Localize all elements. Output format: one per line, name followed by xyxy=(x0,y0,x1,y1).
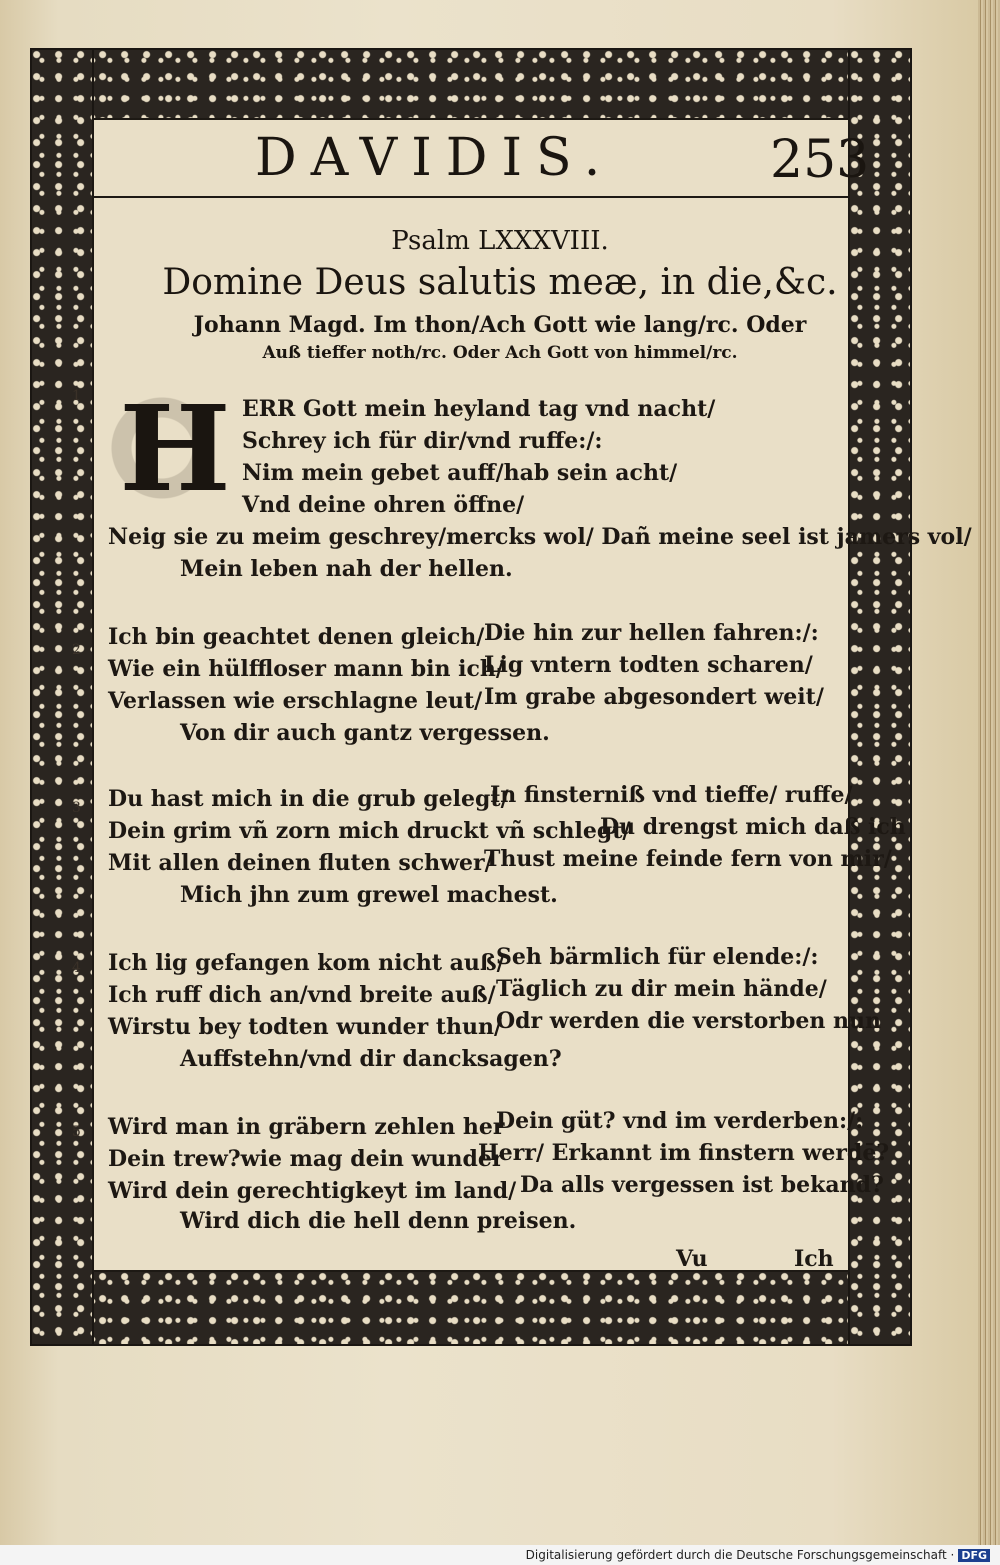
signature-mark: Vu xyxy=(676,1246,708,1272)
verse-line: Die hin zur hellen fahren:/: xyxy=(484,620,819,646)
verse-line: Von dir auch gantz vergessen. xyxy=(180,720,550,746)
drop-cap-initial: H xyxy=(110,388,240,508)
verse-line: In finsterniß vnd tieffe/ ruffe/ xyxy=(490,782,853,808)
verse-line: Lig vntern todten scharen/ xyxy=(484,652,813,678)
digitization-credit xyxy=(526,1548,990,1562)
verse-line: Dein trew?wie mag dein wunder xyxy=(108,1146,504,1172)
verse-line: Dein güt? vnd im verderben:/: xyxy=(496,1108,864,1134)
verse-line: Wird man in gräbern zehlen her xyxy=(108,1114,505,1140)
verse-line: Neig sie zu meim geschrey/mercks wol/ Dañ meine seel ist jamers vol/ xyxy=(108,524,972,550)
verse-line: Ich ruff dich an/vnd breite auß/ xyxy=(108,982,496,1008)
header-rule xyxy=(94,196,848,198)
ornamental-border-top xyxy=(30,48,862,120)
verse-line: Wie ein hülffloser mann bin ich/ xyxy=(108,656,504,682)
verse-line: Mich jhn zum grewel machest. xyxy=(180,882,558,908)
verse-number: 5 xyxy=(72,1124,81,1140)
verse-line: Auffstehn/vnd dir dancksagen? xyxy=(180,1046,562,1072)
verse-line: Verlassen wie erschlagne leut/ xyxy=(108,688,483,714)
catchword: Ich xyxy=(794,1246,834,1272)
verse-line: Im grabe abgesondert weit/ xyxy=(484,684,824,710)
verse-line: Seh bärmlich für elende:/: xyxy=(496,944,819,970)
tune-line: Johann Magd. Im thon/Ach Gott wie lang/rc. Oder xyxy=(193,312,807,338)
verse-line: ERR Gott mein heyland tag vnd nacht/ xyxy=(242,396,716,422)
verse-line: Wird dein gerechtigkeyt im land/ xyxy=(108,1178,517,1204)
verse-line: Mein leben nah der hellen. xyxy=(180,556,513,582)
dfg-logo: DFG xyxy=(958,1549,990,1562)
verse-line: Du drengst mich daß ich xyxy=(600,814,906,840)
verse-line: Herr/ Erkannt im finstern werdē? xyxy=(478,1140,890,1166)
verse-line: Ich bin geachtet denen gleich/ xyxy=(108,624,485,650)
verse-line: Wirstu bey todten wunder thun/ xyxy=(108,1014,503,1040)
verse-line: Vnd deine ohren öffne/ xyxy=(242,492,525,518)
ornamental-border-bottom xyxy=(30,1270,862,1346)
verse-line: Du hast mich in die grub gelegt/ xyxy=(108,786,509,812)
verse-number: 3 xyxy=(72,800,81,816)
verse-number: 2 xyxy=(72,642,81,658)
verse-line: Wird dich die hell denn preisen. xyxy=(180,1208,577,1234)
verse-line: Ich lig gefangen kom nicht auß/ xyxy=(108,950,505,976)
verse-line: Da alls vergessen ist bekand? xyxy=(520,1172,884,1198)
credit-text: Digitalisierung gefördert durch die Deutsche Forschungsgemeinschaft · xyxy=(525,1548,955,1562)
page-number: 253 xyxy=(770,130,870,190)
verse-line: Nim mein gebet auff/hab sein acht/ xyxy=(242,460,678,486)
tune-line: Auß tieffer noth/rc. Oder Ach Gott von himmel/rc. xyxy=(262,343,738,363)
verse-number: 4 xyxy=(72,960,81,976)
psalm-number: Psalm LXXXVIII. xyxy=(391,226,609,256)
running-head: DAVIDIS. xyxy=(255,128,615,188)
verse-number: 1 xyxy=(72,388,81,404)
verse-line: Thust meine feinde fern von mir/ xyxy=(484,846,892,872)
psalm-incipit: Domine Deus salutis meæ, in die,&c. xyxy=(162,262,838,303)
verse-line: Mit allen deinen fluten schwer/ xyxy=(108,850,493,876)
verse-line: Schrey ich für dir/vnd ruffe:/: xyxy=(242,428,603,454)
verse-line: Odr werden die verstorben nun xyxy=(496,1008,881,1034)
verse-line: Dein grim vñ zorn mich druckt vñ schlegt/ xyxy=(108,818,631,844)
verse-line: Täglich zu dir mein hände/ xyxy=(496,976,827,1002)
